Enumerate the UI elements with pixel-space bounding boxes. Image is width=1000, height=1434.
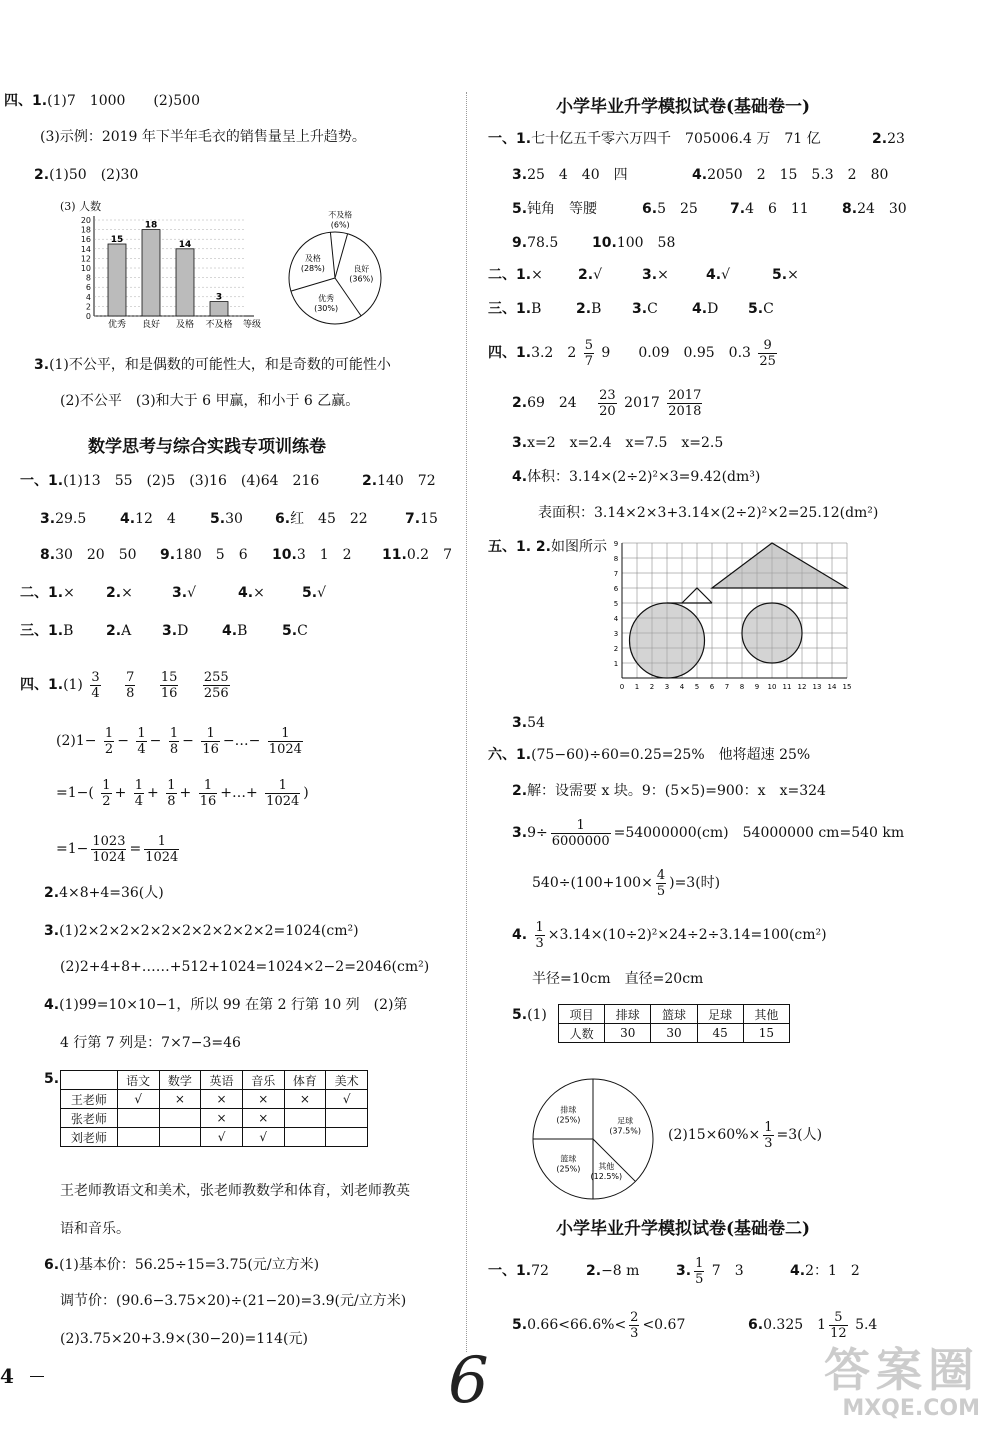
fraction: $\frac{1}{4}$ [137, 725, 146, 757]
answer-line: 5.√ [302, 585, 326, 601]
answer-line: 5.30 [210, 511, 243, 527]
fraction: $\frac{15}{16}$ [160, 669, 178, 701]
answer-line: 3.29.5 [40, 511, 87, 527]
answer-line: 3.√ [172, 585, 196, 601]
y-tick-label: 8 [613, 555, 619, 563]
fraction: $\frac{1}{1024}$ [268, 725, 302, 757]
answer-line: 四、1.(1) $\frac{3}{4}$ $\frac{7}{8}$ $\frac{15}{16}$ $\frac{255}{256}$ [20, 669, 229, 701]
answer-line: (3)示例：2019 年下半年毛衣的销售量呈上升趋势。 [40, 129, 366, 145]
table-cell [284, 1128, 326, 1147]
answer-line: 7.15 [405, 511, 438, 527]
answer-line: 5.(1) [512, 1007, 547, 1023]
fraction: $\frac{23}{20}$ [599, 387, 616, 419]
fraction: $\frac{7}{8}$ [126, 669, 135, 701]
left-circle [630, 603, 705, 678]
pie-slice-label: 良好 [353, 264, 370, 274]
answer-line: 4.√ [706, 267, 730, 283]
pie-slice-label: 优秀 [318, 294, 335, 304]
y-tick-label: 4 [613, 615, 619, 623]
answer-line: 半径=10cm 直径=20cm [532, 971, 704, 987]
answer-line: 9.180 5 6 [160, 547, 248, 563]
fraction: $\frac{9}{25}$ [759, 337, 776, 369]
x-tick-label: 9 [754, 683, 760, 691]
x-tick-label: 优秀 [107, 320, 127, 330]
answer-line: 11.0.2 7 [382, 547, 452, 563]
table-cell [284, 1109, 326, 1128]
pie-chart-grades [280, 200, 390, 340]
answer-line: 一、1.72 [488, 1263, 549, 1279]
table-cell: × [201, 1090, 243, 1109]
fraction: $\frac{1}{2}$ [102, 777, 111, 809]
answer-line: 6.(1)基本价：56.25÷15=3.75(元/立方米) [44, 1257, 320, 1273]
y-tick-label: 12 [80, 254, 91, 264]
section-title: 小学毕业升学模拟试卷(基础卷一) [556, 97, 811, 117]
bar-value-label: 15 [110, 235, 124, 245]
answer-line: 王老师教语文和美术，张老师教数学和体育，刘老师教英 [60, 1183, 410, 1199]
grid-drawing [610, 532, 860, 698]
answer-line: 一、1.七十亿五千零六万四千 705006.4 万 71 亿 [488, 131, 821, 147]
x-tick-label: 14 [827, 683, 837, 691]
fraction: $\frac{1}{16}$ [202, 725, 219, 757]
answer-line: 540÷(100+100× $\frac{4}{5}$ )=3(时) [532, 867, 721, 899]
sport-count-table [558, 1004, 790, 1043]
y-tick-label: 7 [613, 570, 619, 578]
answer-line: 三、1.B [20, 623, 74, 639]
answer-line: 5.× [772, 267, 799, 283]
table-cell [326, 1109, 368, 1128]
y-tick-label: 16 [80, 235, 91, 245]
answer-line: 4.2：1 2 [790, 1263, 860, 1279]
table-cell: 张老师 [61, 1109, 118, 1128]
table-cell: 其他 [743, 1005, 789, 1024]
answer-line: 3.(1)不公平，和是偶数的可能性大，和是奇数的可能性小 [34, 357, 391, 373]
table-header-row [559, 1005, 790, 1024]
answer-line: 一、1.(1)13 55 (2)5 (3)16 (4)64 216 [20, 473, 320, 489]
answer-line: 7.4 6 11 [730, 201, 809, 217]
x-tick-label: 11 [782, 683, 792, 691]
x-tick-label: 不及格 [205, 320, 233, 330]
x-tick-label: 0 [619, 683, 625, 691]
y-tick-label: 5 [613, 600, 619, 608]
answer-line: 3.25 4 40 四 [512, 167, 628, 183]
answer-line: 四、1.3.2 2 $\frac{5}{7}$ 9 0.09 0.95 0.3 $\frac{9}{25}$ [488, 337, 776, 369]
answer-line: 3.D [162, 623, 189, 639]
watermark-logo: 答案圈 [824, 1343, 980, 1397]
fraction: $\frac{5}{7}$ [584, 337, 593, 369]
x-tick-label: 2 [649, 683, 655, 691]
chart-caption: (3) 人数 [60, 200, 102, 213]
answer-line: 3.× [642, 267, 669, 283]
pie-slice-value: (25%) [556, 1164, 581, 1174]
x-tick-label: 7 [724, 683, 730, 691]
fraction: $\frac{1}{8}$ [169, 725, 179, 757]
pie-slice-label: 足球 [617, 1116, 634, 1126]
answer-line: 六、1.(75−60)÷60=0.25=25% 他将超速 25% [488, 747, 811, 763]
table-header-cell: 英语 [201, 1071, 243, 1090]
table-cell: 45 [697, 1024, 743, 1043]
answer-line: 4. $\frac{1}{3}$ ×3.14×(10÷2)²×24÷2÷3.14=100(cm²) [512, 919, 827, 951]
fraction: $\frac{255}{256}$ [203, 669, 229, 701]
answer-line: 8.24 30 [842, 201, 907, 217]
x-tick-label: 良好 [141, 320, 161, 330]
x-tick-label: 1 [634, 683, 640, 691]
bar [210, 302, 228, 316]
section-title: 小学毕业升学模拟试卷(基础卷二) [556, 1219, 811, 1239]
answer-line: 5.0.66<66.6%< $\frac{2}{3}$ <0.67 [512, 1309, 686, 1341]
y-tick-label: 1 [613, 660, 619, 668]
table-header-cell: 体育 [284, 1071, 326, 1090]
answer-line: 五、1. 2.如图所示 [488, 539, 607, 555]
y-tick-label: 0 [85, 312, 91, 321]
answer-line: 表面积：3.14×2×3+3.14×(2÷2)²×2=25.12(dm²) [538, 505, 879, 521]
answer-line: 10.3 1 2 [272, 547, 352, 563]
answer-line: 2.√ [578, 267, 602, 283]
fraction: $\frac{1023}{1024}$ [92, 833, 126, 865]
x-tick-label: 8 [739, 683, 745, 691]
answer-line: 6.5 25 [642, 201, 698, 217]
answer-line: 语和音乐。 [60, 1221, 130, 1237]
teacher-subject-table [60, 1070, 368, 1147]
answer-line: 2.解：设需要 x 块。9：(5×5)=900：x x=324 [512, 783, 826, 799]
fraction: $\frac{1}{2}$ [104, 725, 114, 757]
x-axis-label: 等级 [242, 320, 262, 330]
table-header-cell: 音乐 [242, 1071, 284, 1090]
table-cell: 30 [605, 1024, 651, 1043]
pie-slice-value: (30%) [314, 304, 339, 314]
fraction: $\frac{1}{6000000}$ [551, 817, 610, 849]
pie-slice-label: 不及格 [328, 210, 353, 220]
table-cell: 人数 [559, 1024, 605, 1043]
fraction: $\frac{2}{3}$ [630, 1309, 639, 1341]
answer-line: 4.体积：3.14×(2÷2)²×3=9.42(dm³) [512, 469, 761, 485]
table-row [61, 1090, 368, 1109]
answer-line: =1−( $\frac{1}{2}$ + $\frac{1}{4}$ + $\frac{1}{8}$ + $\frac{1}{16}$ +…+ $\frac{1}{1024}$ ) [56, 777, 309, 809]
x-tick-label: 及格 [175, 320, 195, 330]
table-cell: × [159, 1090, 201, 1109]
table-header-cell: 数学 [159, 1071, 201, 1090]
pie-slice-value: (37.5%) [609, 1126, 641, 1136]
answer-line: 2.A [106, 623, 132, 639]
fraction: $\frac{1}{5}$ [695, 1255, 704, 1287]
y-tick-label: 8 [85, 273, 91, 283]
fraction: $\frac{1}{3}$ [764, 1119, 773, 1151]
column-divider [466, 92, 467, 1352]
page-number: 4 [0, 1364, 14, 1388]
fraction: $\frac{3}{4}$ [91, 669, 100, 701]
answer-line: 2.B [576, 301, 602, 317]
bar-value-label: 18 [144, 220, 158, 231]
bar [108, 244, 126, 316]
y-tick-label: 10 [80, 264, 91, 273]
answer-line: (2)3.75×20+3.9×(30−20)=114(元) [60, 1331, 308, 1347]
x-tick-label: 13 [812, 683, 822, 691]
answer-line: =1− $\frac{1023}{1024}$ = $\frac{1}{1024}$ [56, 833, 179, 865]
table-header-cell [61, 1071, 118, 1090]
table-cell: 30 [651, 1024, 697, 1043]
answer-line: 4.D [692, 301, 719, 317]
answer-line: (2)2+4+8+……+512+1024=1024×2−2=2046(cm²) [60, 959, 430, 975]
answer-line: 4.12 4 [120, 511, 176, 527]
bar [176, 249, 194, 316]
page-number-dash [30, 1376, 44, 1377]
table-cell: × [242, 1090, 284, 1109]
handwritten-mark: 6 [448, 1344, 489, 1418]
answer-line: 2.−8 m [586, 1263, 640, 1279]
fraction: $\frac{1}{3}$ [535, 919, 544, 951]
answer-line: 3.C [632, 301, 658, 317]
y-tick-label: 6 [85, 283, 91, 293]
x-tick-label: 4 [679, 683, 685, 691]
answer-line: 四、1.(1)7 1000 (2)500 [4, 93, 200, 109]
fraction: $\frac{1}{4}$ [134, 777, 144, 809]
bar-value-label: 14 [178, 239, 192, 250]
answer-line: 2.140 72 [362, 473, 436, 489]
table-cell: √ [117, 1090, 159, 1109]
table-header-row [61, 1071, 368, 1090]
table-cell: 排球 [605, 1005, 651, 1024]
x-tick-label: 5 [694, 683, 700, 691]
fraction: $\frac{1}{16}$ [199, 777, 217, 809]
y-tick-label: 18 [80, 225, 91, 235]
answer-line: (2)1− $\frac{1}{2}$ − $\frac{1}{4}$ − $\frac{1}{8}$ − $\frac{1}{16}$ −…− $\frac{1}{1024}$ [56, 725, 302, 757]
x-tick-label: 12 [797, 683, 807, 691]
x-tick-label: 3 [664, 683, 670, 691]
table-cell [117, 1128, 159, 1147]
answer-line: 二、1.× [488, 267, 543, 283]
fraction: $\frac{1}{8}$ [167, 777, 176, 809]
answer-line: 3. $\frac{1}{5}$ 7 3 [676, 1255, 744, 1287]
answer-line: 4.2050 2 15 5.3 2 80 [692, 167, 889, 183]
pie-slice-value: (6%) [330, 220, 350, 230]
answer-line: 5.C [282, 623, 308, 639]
fraction: $\frac{5}{12}$ [830, 1309, 847, 1341]
table-cell [117, 1109, 159, 1128]
answer-line: 二、1.× [20, 585, 75, 601]
answer-line: 5.C [748, 301, 774, 317]
table-row [61, 1128, 368, 1147]
x-tick-label: 6 [709, 683, 715, 691]
y-tick-label: 2 [85, 302, 91, 312]
table-cell: 足球 [697, 1005, 743, 1024]
answer-line: 2.4×8+4=36(人) [44, 885, 164, 901]
pie-slice-label: 篮球 [560, 1154, 577, 1164]
answer-line: 3.9÷ $\frac{1}{6000000}$ =54000000(cm) 54000000 cm=540 km [512, 817, 905, 849]
y-tick-label: 20 [80, 216, 91, 225]
pie-slice-label: 及格 [304, 254, 321, 264]
table-cell: √ [242, 1128, 284, 1147]
y-tick-label: 4 [85, 292, 91, 302]
pie-slice-label: 排球 [560, 1105, 577, 1115]
table-header-cell: 语文 [117, 1071, 159, 1090]
answer-line: 6.红 45 22 [275, 511, 368, 527]
answer-line: (2)15×60%× $\frac{1}{3}$ =3(人) [668, 1119, 823, 1151]
section-title: 数学思考与综合实践专项训练卷 [88, 437, 326, 457]
table-cell: 项目 [559, 1005, 605, 1024]
y-tick-label: 9 [613, 540, 619, 548]
y-tick-label: 3 [613, 630, 619, 638]
table-row [559, 1024, 790, 1043]
answer-line: 3.54 [512, 715, 545, 731]
answer-line: 9.78.5 [512, 235, 559, 251]
table-cell: √ [201, 1128, 243, 1147]
answer-line: 5. [44, 1071, 60, 1087]
answer-line: 调节价：(90.6−3.75×20)÷(21−20)=3.9(元/立方米) [60, 1293, 407, 1309]
answer-line: 6.0.325 1 $\frac{5}{12}$ 5.4 [748, 1309, 878, 1341]
y-tick-label: 6 [613, 585, 619, 593]
table-cell: 篮球 [651, 1005, 697, 1024]
table-cell: 刘老师 [61, 1128, 118, 1147]
answer-line: 2.× [106, 585, 133, 601]
answer-line: 4 行第 7 列是：7×7−3=46 [60, 1035, 241, 1051]
answer-line: 2.(1)50 (2)30 [34, 167, 139, 183]
fraction: $\frac{1}{1024}$ [266, 777, 300, 809]
table-cell [159, 1109, 201, 1128]
answer-line: (2)不公平 (3)和大于 6 甲赢，和小于 6 乙赢。 [60, 393, 360, 409]
watermark-url: MXQE.COM [842, 1396, 980, 1421]
answer-line: 8.30 20 50 [40, 547, 137, 563]
table-cell: × [201, 1109, 243, 1128]
fraction: $\frac{2017}{2018}$ [668, 387, 702, 419]
table-cell [159, 1128, 201, 1147]
table-header-cell: 美术 [326, 1071, 368, 1090]
table-cell: 15 [743, 1024, 789, 1043]
bar-chart [70, 212, 280, 337]
answer-line: 3.(1)2×2×2×2×2×2×2×2×2×2=1024(cm²) [44, 923, 359, 939]
table-cell: × [242, 1109, 284, 1128]
pie-slice-value: (12.5%) [590, 1172, 623, 1182]
pie-slice-value: (36%) [349, 274, 374, 284]
answer-line: 4.B [222, 623, 248, 639]
y-tick-label: 2 [613, 645, 619, 653]
bar [142, 230, 160, 316]
x-tick-label: 10 [767, 683, 777, 691]
large-triangle [712, 543, 847, 588]
pie-slice-value: (25%) [556, 1115, 581, 1125]
answer-line: 4.(1)99=10×10−1，所以 99 在第 2 行第 10 列 (2)第 [44, 997, 408, 1013]
pie-chart-sports [528, 1074, 658, 1204]
table-cell: √ [326, 1090, 368, 1109]
table-row [61, 1109, 368, 1128]
table-cell: 王老师 [61, 1090, 118, 1109]
table-cell [326, 1128, 368, 1147]
pie-slice-label: 其他 [598, 1162, 615, 1172]
right-circle [742, 603, 802, 663]
table-cell: × [284, 1090, 326, 1109]
answer-line: 2.23 [872, 131, 905, 147]
answer-line: 5.钝角 等腰 [512, 201, 598, 217]
answer-line: 3.x=2 x=2.4 x=7.5 x=2.5 [512, 435, 724, 451]
answer-line: 4.× [238, 585, 265, 601]
answer-line: 10.100 58 [592, 235, 676, 251]
y-tick-label: 14 [80, 244, 91, 254]
fraction: $\frac{4}{5}$ [656, 867, 666, 899]
pie-slice-value: (28%) [300, 264, 325, 274]
answer-line: 2.69 24 $\frac{23}{20}$ 2017 $\frac{2017}{2018}$ [512, 387, 702, 419]
answer-line: 三、1.B [488, 301, 542, 317]
x-tick-label: 15 [842, 683, 852, 691]
fraction: $\frac{1}{1024}$ [145, 833, 179, 865]
bar-value-label: 3 [215, 292, 223, 303]
